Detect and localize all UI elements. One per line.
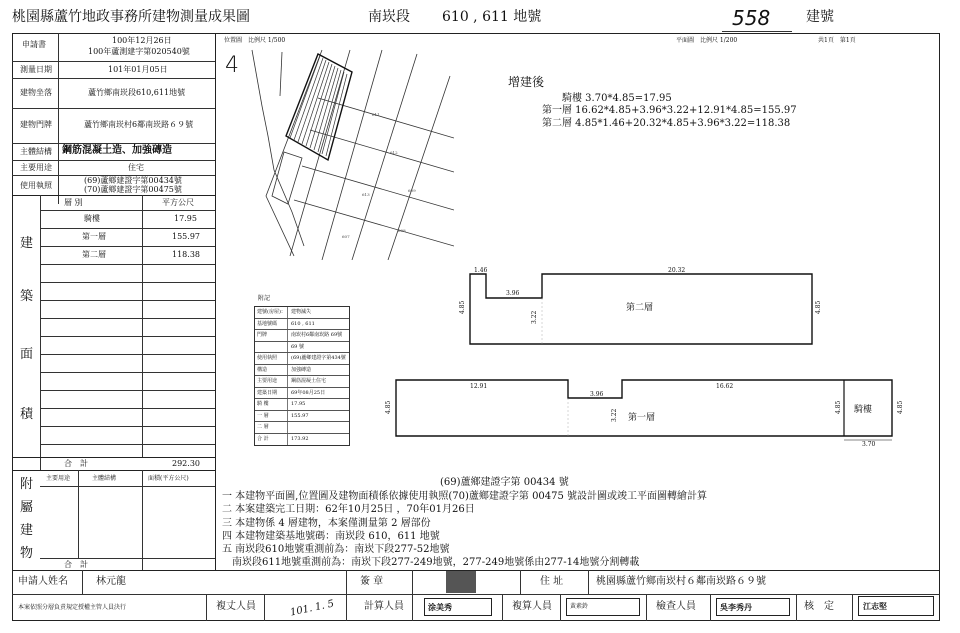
col-divider: [142, 195, 143, 457]
dim-2f-4-85-left: 4.85: [459, 300, 466, 314]
applicant-label: 申請人姓名: [18, 576, 68, 587]
lot-numbers: 610 , 611 地號: [442, 9, 542, 25]
side-label-jian2: 建: [20, 523, 34, 538]
arcade-label: 騎樓: [854, 405, 873, 415]
remark-row: [255, 422, 349, 434]
svg-text:608: 608: [398, 228, 406, 233]
remark-row: [255, 434, 349, 446]
note-license: (69)蘆鄉建證字第 00434 號: [440, 477, 569, 488]
remark-value: 鋼筋混凝土住宅: [291, 378, 327, 384]
checker-stamp: 吳李秀丹: [716, 598, 790, 616]
document-title: 桃園縣蘆竹地政事務所建物測量成果圖: [12, 9, 250, 25]
footer-col: [502, 594, 503, 621]
door-number-label: 建物門牌: [20, 120, 52, 129]
remark-key: 騎 樓: [257, 399, 288, 410]
svg-text:607: 607: [342, 234, 350, 239]
grid-line: [40, 228, 215, 229]
dim-2f-20-32: 20.32: [668, 267, 686, 274]
remark-key: 二 層: [257, 422, 288, 433]
area-arcade: 17.95: [174, 214, 197, 223]
remark-key: [257, 342, 288, 353]
grid-line: [40, 264, 215, 265]
remark-key: 合 計: [257, 434, 288, 446]
grid-line: [40, 210, 215, 211]
side-label-zhu: 築: [20, 289, 34, 304]
remark-key: 使用執照: [257, 353, 288, 364]
svg-text:611: 611: [372, 112, 380, 117]
grid-line: [40, 336, 215, 337]
layer-second: 第二層: [82, 250, 106, 259]
side-label-ji: 積: [20, 407, 34, 422]
grid-line: [40, 282, 215, 283]
location-map-label: 位置圖 比例尺 1/500: [224, 37, 286, 44]
grid-line: [40, 558, 215, 559]
footer-col: [412, 594, 413, 621]
dim-2f-3-96: 3.96: [506, 290, 520, 297]
second-floor-label: 第二層: [626, 303, 654, 313]
footer-col: [206, 594, 207, 621]
note-5: 五 南崁段610地號重測前為：南崁下段277-52地號: [222, 544, 450, 555]
side-label-fu: 附: [20, 477, 34, 492]
dim-1f-3-96: 3.96: [590, 391, 604, 398]
calc-arcade: 騎樓 3.70*4.85=17.95: [562, 93, 672, 104]
layer-column-header: 層 別: [64, 198, 83, 207]
grid-line: [40, 444, 215, 445]
footer-col: [852, 594, 853, 621]
application-ref: 100年蘆測建字第020540號: [88, 47, 190, 56]
row-divider: [12, 61, 215, 62]
remark-value: 173.92: [291, 435, 309, 442]
remark-row: [255, 353, 349, 365]
calculator-label: 計算人員: [364, 601, 404, 612]
second-floor-plan: [456, 262, 836, 352]
total-area: 292.30: [172, 459, 200, 468]
area-column-header: 平方公尺: [162, 198, 194, 207]
map-number: 4: [225, 53, 239, 78]
dim-1f-4-85-right: 4.85: [897, 400, 904, 414]
handwritten-building-number: 558: [732, 6, 771, 30]
footer-col: [588, 570, 589, 594]
col-divider: [40, 195, 41, 470]
label-column-divider: [58, 33, 59, 204]
survey-date: 101年01月05日: [108, 65, 168, 74]
remark-row: [255, 388, 349, 400]
section-divider: [12, 470, 215, 471]
note-2: 二 本案建築完工日期：62年10月25日 ，70年01月26日: [222, 504, 475, 515]
structure-label: 主體結構: [20, 147, 52, 156]
door-number-value: 蘆竹鄉南崁村6鄰南崁路６９號: [84, 120, 194, 129]
remark-heading: 附記: [258, 295, 271, 302]
reviewer-label: 複算人員: [512, 601, 552, 612]
remark-value: 17.95: [291, 401, 306, 407]
remark-key: 建號(房屋)：: [257, 307, 288, 318]
remark-row: [255, 330, 349, 342]
applicant-seal: [446, 571, 476, 593]
remark-row: [255, 319, 349, 331]
dim-1f-3-22: 3.22: [611, 408, 618, 422]
survey-date-label: 測量日期: [20, 65, 52, 74]
remark-value: 610 , 611: [291, 320, 315, 327]
page-count: 共1頁 第1頁: [818, 37, 856, 44]
remark-value: 69年08月25日: [291, 389, 326, 396]
calc-title: 增建後: [508, 75, 545, 89]
application-date: 100年12月26日: [112, 36, 172, 45]
remark-value: 南崁村6鄰南崁路 69號: [291, 332, 343, 338]
remark-table: [254, 306, 350, 446]
application-date-label: 申請書: [22, 40, 46, 49]
grid-line: [40, 246, 215, 247]
remark-key: 基地號碼: [257, 319, 288, 330]
grid-line: [40, 300, 215, 301]
checker-label: 檢查人員: [656, 601, 696, 612]
grid-line: [40, 354, 215, 355]
use-license-label: 使用執照: [20, 181, 52, 190]
footer-divider: [12, 570, 940, 571]
remark-key: 門牌: [257, 330, 288, 341]
approver-label: 核 定: [804, 601, 834, 612]
dim-1f-4-85-mid: 4.85: [835, 400, 842, 414]
building-no-underline: [722, 31, 792, 32]
footer-col: [520, 570, 521, 594]
floor-plan-scale-label: 平面圖 比例尺 1/200: [676, 37, 738, 44]
row-divider: [12, 78, 215, 79]
dim-1f-12-91: 12.91: [470, 383, 488, 390]
main-use-label: 主要用途: [20, 163, 52, 172]
remark-key: 主要用途: [257, 376, 288, 387]
left-panel-divider: [215, 33, 216, 570]
side-label-shu: 屬: [20, 500, 34, 515]
total-label: 合 計: [64, 459, 88, 468]
remark-row: [255, 342, 349, 354]
remark-key: 建築日期: [257, 388, 288, 399]
col-divider: [78, 470, 79, 558]
row-divider: [12, 195, 215, 196]
use-license-2: (70)蘆鄉建證字第00475號: [84, 185, 182, 194]
location-map: [222, 46, 454, 260]
handwritten-date: 101. 1. 5: [289, 598, 336, 619]
reviewer-stamp: 黃素鈴: [566, 598, 640, 616]
grid-line: [40, 408, 215, 409]
approver-stamp: 江志堅: [858, 596, 934, 616]
row-divider: [12, 108, 215, 109]
address-label: 住 址: [540, 576, 564, 587]
section-name: 南崁段: [368, 9, 410, 25]
footer-col: [82, 570, 83, 594]
dim-2f-4-85-right: 4.85: [815, 300, 822, 314]
first-floor-label: 第一層: [628, 413, 656, 423]
remark-key: 構造: [257, 365, 288, 376]
calculator-stamp: 涂美秀: [424, 598, 492, 616]
layer-first: 第一層: [82, 232, 106, 241]
location-value: 蘆竹鄉南崁段610,611地號: [88, 88, 186, 97]
remark-row: [255, 411, 349, 423]
attached-total-label: 合 計: [64, 560, 88, 569]
dim-1f-16-62: 16.62: [716, 383, 734, 390]
svg-text:613: 613: [362, 192, 370, 197]
footer-col: [264, 594, 265, 621]
svg-text:612: 612: [390, 150, 398, 155]
remark-value: 69 號: [291, 343, 304, 350]
remark-row: [255, 365, 349, 377]
remark-value: 155.97: [291, 412, 309, 419]
calc-second-floor: 第二層 4.85*1.46+20.32*4.85+3.96*3.22=118.38: [542, 118, 791, 129]
col-divider: [142, 470, 143, 570]
seal-label: 簽 章: [360, 576, 384, 587]
side-label-wu: 物: [20, 546, 34, 561]
footer-col: [796, 594, 797, 621]
remark-value: 建物滅失: [291, 309, 312, 315]
row-divider: [12, 160, 215, 161]
footer-divider: [12, 594, 940, 595]
use-license-1: (69)蘆鄉建證字第00434號: [84, 176, 182, 185]
row-divider: [12, 143, 215, 144]
note-4: 四 本建物建築基地號碼：南崁段 610，611 地號: [222, 531, 440, 542]
grid-line: [40, 318, 215, 319]
remark-value: 加強磚造: [291, 366, 312, 373]
attached-area-col: 面積(平方公尺): [148, 475, 189, 482]
area-first: 155.97: [172, 232, 200, 241]
remark-row: [255, 376, 349, 388]
dim-2f-3-22: 3.22: [531, 310, 538, 324]
grid-line: [40, 426, 215, 427]
note-3: 三 本建物係 4 層建物，本案僅測量第 2 層部份: [222, 518, 431, 529]
footer-col: [346, 570, 347, 621]
building-no-label: 建號: [806, 9, 834, 25]
copier-label: 複丈人員: [216, 601, 256, 612]
footer-col: [646, 594, 647, 621]
side-label-jian: 建: [20, 236, 34, 251]
side-label-mian: 面: [20, 347, 34, 362]
remark-row: [255, 399, 349, 411]
note-1: 一 本建物平面圖,位置圖及建物面積係依據使用執照(70)蘆鄉建證字第 00475 號設計圖或竣工平面圖轉繪計算: [222, 491, 708, 502]
area-second: 118.38: [172, 250, 200, 259]
dim-1f-4-85-left: 4.85: [385, 400, 392, 414]
dim-1f-3-70: 3.70: [862, 441, 876, 446]
main-use-value: 住宅: [128, 163, 144, 172]
applicant-name: 林元龍: [96, 576, 126, 587]
calc-first-floor: 第一層 16.62*4.85+3.96*3.22+12.91*4.85=155.97: [542, 105, 797, 116]
structure-value: 鋼筋混凝土造、加強磚造: [62, 145, 172, 156]
section-divider: [12, 457, 215, 458]
grid-line: [40, 372, 215, 373]
location-label: 建物坐落: [20, 88, 52, 97]
attached-structure-col: 主體結構: [92, 475, 117, 482]
remark-value: (69)蘆鄉建證字第434號: [291, 355, 346, 361]
delegation-note: 本案依照分層負責規定授權主管人員決行: [18, 604, 127, 611]
svg-text:609: 609: [408, 188, 416, 193]
footer-col: [560, 594, 561, 621]
grid-line: [40, 486, 215, 487]
note-6: 南崁段611地號重測前為：南崁下段277-249地號，277-249地號係由277-14地號分割轉載: [232, 557, 640, 568]
footer-col: [710, 594, 711, 621]
remark-row: [255, 307, 349, 319]
footer-col: [412, 570, 413, 594]
grid-line: [40, 390, 215, 391]
attached-use-col: 主要用途: [46, 475, 71, 482]
layer-arcade: 騎樓: [84, 214, 100, 223]
remark-key: 一 層: [257, 411, 288, 422]
address-value: 桃園縣蘆竹鄉南崁村６鄰南崁路６９號: [596, 576, 766, 587]
first-floor-plan: [384, 370, 906, 446]
dim-2f-1-46: 1.46: [474, 267, 488, 274]
